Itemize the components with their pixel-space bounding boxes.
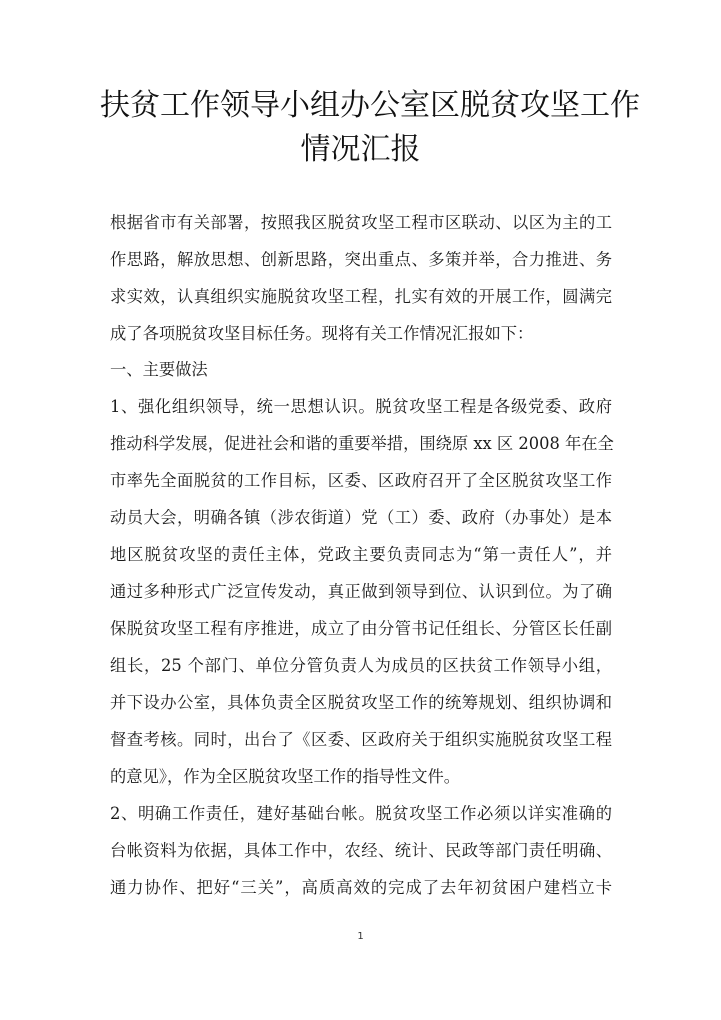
paragraph-line: 通过多种形式广泛宣传发动，真正做到领导到位、认识到位。为了确 — [110, 582, 612, 601]
paragraph-line: 推动科学发展，促进社会和谐的重要举措，围绕原 xx 区 2008 年在全 — [110, 434, 614, 453]
paragraph-line: 组长，25 个部门、单位分管负责人为成员的区扶贫工作领导小组， — [110, 656, 612, 675]
paragraph-line: 保脱贫攻坚工程有序推进，成立了由分管书记任组长、分管区长任副 — [110, 619, 612, 638]
document-title-line-1: 扶贫工作领导小组办公室区脱贫攻坚工作 — [100, 88, 640, 123]
paragraph-line: 市率先全面脱贫的工作目标，区委、区政府召开了全区脱贫攻坚工作 — [110, 471, 612, 490]
section-heading: 一、主要做法 — [110, 360, 208, 379]
paragraph-line: 的意见》，作为全区脱贫攻坚工作的指导性文件。 — [110, 767, 461, 786]
paragraph-line: 台帐资料为依据，具体工作中，农经、统计、民政等部门责任明确、 — [110, 841, 612, 860]
paragraph-line: 根据省市有关部署，按照我区脱贫攻坚工程市区联动、以区为主的工 — [110, 213, 612, 232]
document-title-line-2: 情况汇报 — [300, 132, 421, 167]
paragraph-line: 地区脱贫攻坚的责任主体，党政主要负责同志为“第一责任人”，并 — [110, 545, 612, 564]
paragraph-line: 作思路，解放思想、创新思路，突出重点、多策并举，合力推进、务 — [110, 250, 612, 269]
paragraph-line: 2、明确工作责任，建好基础台帐。脱贫攻坚工作必须以详实准确的 — [110, 804, 612, 823]
paragraph-line: 督查考核。同时，出台了《区委、区政府关于组织实施脱贫攻坚工程 — [110, 730, 612, 749]
page-number: 1 — [357, 931, 364, 942]
paragraph-line: 通力协作、把好“三关”，高质高效的完成了去年初贫困户建档立卡 — [110, 878, 612, 897]
paragraph-line: 1、强化组织领导，统一思想认识。脱贫攻坚工程是各级党委、政府 — [110, 397, 612, 416]
paragraph-line: 动员大会，明确各镇（涉农街道）党（工）委、政府（办事处）是本 — [110, 508, 612, 527]
paragraph-line: 成了各项脱贫攻坚目标任务。现将有关工作情况汇报如下： — [110, 324, 534, 343]
paragraph-line: 求实效，认真组织实施脱贫攻坚工程，扎实有效的开展工作，圆满完 — [110, 287, 612, 306]
paragraph-line: 并下设办公室，具体负责全区脱贫攻坚工作的统筹规划、组织协调和 — [110, 693, 612, 712]
